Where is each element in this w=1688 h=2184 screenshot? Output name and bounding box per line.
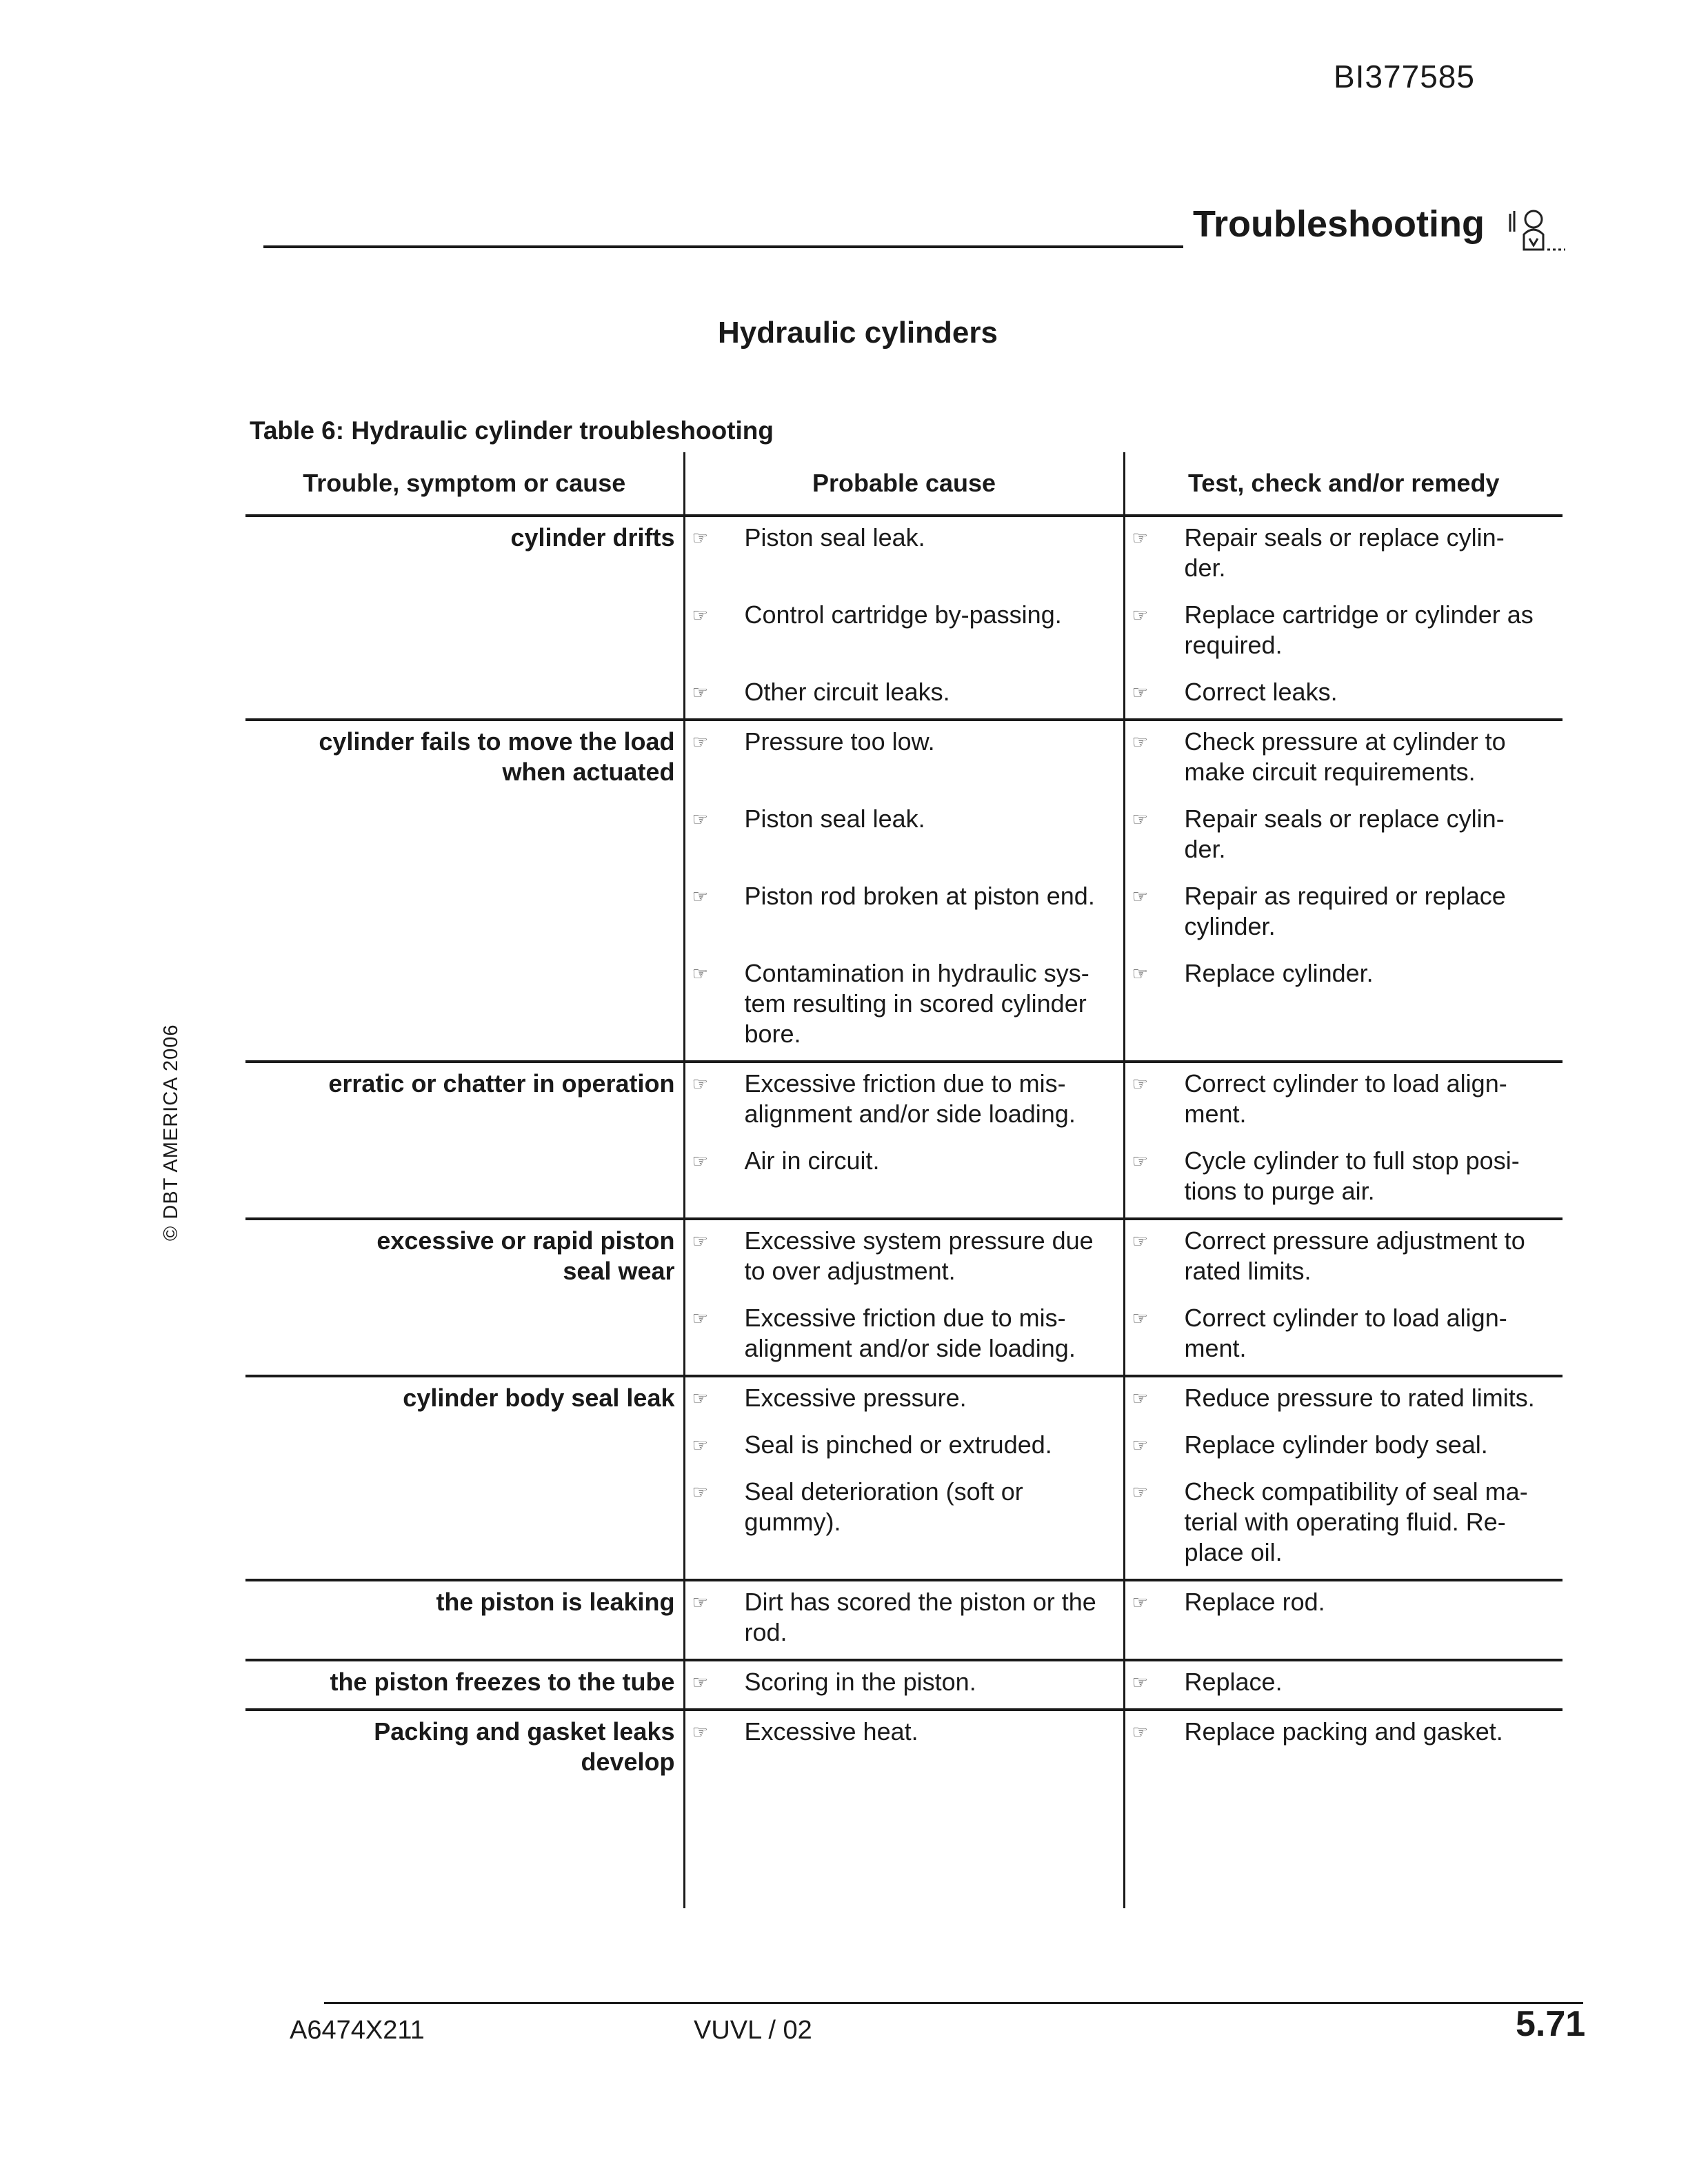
cause-cell — [684, 1424, 1124, 1471]
table-row — [245, 671, 1563, 720]
symptom-cell: cylinder fails to move the load when actuated — [245, 720, 684, 798]
remedy-item-text: Correct pressure adjustment to rated limits. — [1184, 1226, 1525, 1285]
pointing-hand-icon: ☞ — [1132, 682, 1148, 702]
symptom-cell: erratic or chatter in operation — [245, 1062, 684, 1140]
pointing-hand-icon: ☞ — [1132, 1073, 1148, 1094]
remedy-item-text: Replace cylinder. — [1184, 959, 1374, 987]
cause-item — [685, 804, 1123, 834]
symptom-cell — [245, 1424, 684, 1471]
remedy-cell — [1124, 798, 1563, 876]
footer-rule — [324, 2002, 1583, 2004]
pointing-hand-icon: ☞ — [692, 1231, 708, 1251]
cause-item — [685, 1717, 1123, 1747]
remedy-cell — [1124, 1140, 1563, 1219]
cause-cell — [684, 876, 1124, 953]
cause-item-text: Piston seal leak. — [744, 805, 925, 833]
remedy-item-text: Check pressure at cylinder to make circuit requirements. — [1184, 727, 1506, 786]
cause-item-text: Excessive system pressure due to over adjustment. — [744, 1226, 1094, 1285]
cause-cell — [684, 798, 1124, 876]
cause-cell — [684, 1471, 1124, 1580]
pointing-hand-icon: ☞ — [692, 682, 708, 702]
pointing-hand-icon: ☞ — [1132, 886, 1148, 907]
cause-item — [685, 1477, 1123, 1537]
symptom-cell: Packing and gasket leaks develop — [245, 1710, 684, 1788]
footer-version: VUVL / 02 — [694, 2016, 812, 2045]
cause-item — [685, 1069, 1123, 1129]
cause-item-text: Seal is pinched or extruded. — [744, 1430, 1052, 1459]
symptom-cell: the piston freezes to the tube — [245, 1660, 684, 1710]
cause-cell — [684, 1140, 1124, 1219]
pointing-hand-icon: ☞ — [1132, 1388, 1148, 1408]
empty-cell — [245, 1788, 684, 1908]
cause-item — [685, 1667, 1123, 1697]
cause-cell — [684, 953, 1124, 1062]
table-row — [245, 516, 1563, 594]
pointing-hand-icon: ☞ — [1132, 809, 1148, 829]
cause-item — [685, 881, 1123, 911]
pointing-hand-icon: ☞ — [692, 605, 708, 625]
symptom-cell: excessive or rapid piston seal wear — [245, 1219, 684, 1297]
cause-item-text: Other circuit leaks. — [744, 678, 950, 706]
cause-item — [685, 1430, 1123, 1460]
table-row — [245, 876, 1563, 953]
footer-document-code: A6474X211 — [290, 2016, 425, 2045]
remedy-cell — [1124, 671, 1563, 720]
cause-item-text: Air in circuit. — [744, 1146, 880, 1175]
table-row — [245, 1660, 1563, 1710]
remedy-cell — [1124, 1580, 1563, 1660]
pointing-hand-icon: ☞ — [1132, 1592, 1148, 1612]
pointing-hand-icon: ☞ — [1132, 963, 1148, 984]
header-rule — [263, 245, 1183, 248]
remedy-item — [1125, 1383, 1563, 1413]
cause-item-text: Dirt has scored the piston or the rod. — [744, 1588, 1096, 1646]
table-row — [245, 1297, 1563, 1376]
table-row — [245, 1471, 1563, 1580]
pointing-hand-icon: ☞ — [692, 1672, 708, 1692]
cause-item-text: Excessive friction due to mis- alignment and/or side loading. — [744, 1069, 1076, 1128]
remedy-item — [1125, 881, 1563, 942]
symptom-cell — [245, 876, 684, 953]
cause-item-text: Piston rod broken at piston end. — [744, 882, 1095, 910]
remedy-cell — [1124, 594, 1563, 671]
cause-item — [685, 1226, 1123, 1286]
pointing-hand-icon: ☞ — [1132, 1435, 1148, 1455]
remedy-cell — [1124, 1471, 1563, 1580]
pointing-hand-icon: ☞ — [1132, 1672, 1148, 1692]
cause-item-text: Excessive heat. — [744, 1717, 918, 1746]
pointing-hand-icon: ☞ — [1132, 605, 1148, 625]
pointing-hand-icon: ☞ — [692, 1435, 708, 1455]
remedy-cell — [1124, 1660, 1563, 1710]
remedy-item — [1125, 1667, 1563, 1697]
remedy-item — [1125, 1477, 1563, 1568]
cause-cell — [684, 1376, 1124, 1424]
empty-cell — [684, 1788, 1124, 1908]
cause-cell — [684, 1297, 1124, 1376]
remedy-item-text: Repair seals or replace cylin- der. — [1184, 523, 1505, 582]
symptom-cell: the piston is leaking — [245, 1580, 684, 1660]
pointing-hand-icon: ☞ — [1132, 1721, 1148, 1742]
remedy-item — [1125, 1226, 1563, 1286]
cause-cell — [684, 594, 1124, 671]
remedy-item-text: Reduce pressure to rated limits. — [1184, 1384, 1535, 1412]
remedy-item-text: Cycle cylinder to full stop posi- tions to purge air. — [1184, 1146, 1520, 1205]
copyright-notice: © DBT AMERICA 2006 — [160, 1024, 182, 1241]
remedy-item-text: Correct cylinder to load align- ment. — [1184, 1069, 1507, 1128]
remedy-cell — [1124, 876, 1563, 953]
pointing-hand-icon: ☞ — [1132, 1482, 1148, 1502]
symptom-cell — [245, 798, 684, 876]
cause-cell — [684, 516, 1124, 594]
remedy-item-text: Check compatibility of seal ma- terial with operating fluid. Re- place oil. — [1184, 1477, 1528, 1566]
cause-cell — [684, 1062, 1124, 1140]
cause-item — [685, 523, 1123, 553]
table-row — [245, 720, 1563, 798]
remedy-item-text: Correct leaks. — [1184, 678, 1338, 706]
pointing-hand-icon: ☞ — [1132, 1151, 1148, 1171]
remedy-item-text: Repair as required or replace cylinder. — [1184, 882, 1506, 940]
cause-item-text: Pressure too low. — [744, 727, 935, 756]
column-header-cause: Probable cause — [684, 452, 1124, 516]
table-row — [245, 1376, 1563, 1424]
table-row — [245, 594, 1563, 671]
remedy-item — [1125, 600, 1563, 660]
pointing-hand-icon: ☞ — [692, 809, 708, 829]
remedy-cell — [1124, 1710, 1563, 1788]
pointing-hand-icon: ☞ — [692, 1592, 708, 1612]
remedy-cell — [1124, 1424, 1563, 1471]
remedy-item-text: Replace packing and gasket. — [1184, 1717, 1503, 1746]
table-row — [245, 1424, 1563, 1471]
pointing-hand-icon: ☞ — [692, 1308, 708, 1328]
remedy-item — [1125, 1146, 1563, 1206]
remedy-item — [1125, 958, 1563, 989]
table-row — [245, 1219, 1563, 1297]
table-filler-row — [245, 1788, 1563, 1908]
symptom-cell — [245, 1140, 684, 1219]
symptom-cell — [245, 953, 684, 1062]
remedy-cell — [1124, 953, 1563, 1062]
pointing-hand-icon: ☞ — [692, 1073, 708, 1094]
cause-item — [685, 727, 1123, 757]
empty-cell — [1124, 1788, 1563, 1908]
page-number: 5.71 — [1516, 2004, 1586, 2044]
table-row — [245, 1710, 1563, 1788]
cause-cell — [684, 720, 1124, 798]
cause-item — [685, 1587, 1123, 1648]
pointing-hand-icon: ☞ — [692, 1721, 708, 1742]
cause-item-text: Excessive pressure. — [744, 1384, 967, 1412]
column-header-symptom: Trouble, symptom or cause — [245, 452, 684, 516]
document-id: BI377585 — [1334, 59, 1475, 94]
table-row — [245, 1062, 1563, 1140]
pointing-hand-icon: ☞ — [692, 963, 708, 984]
page-heading: Hydraulic cylinders — [718, 316, 998, 350]
cause-item — [685, 600, 1123, 630]
cause-item-text: Contamination in hydraulic sys- tem resulting in scored cylinder bore. — [744, 959, 1089, 1048]
symptom-cell: cylinder body seal leak — [245, 1376, 684, 1424]
remedy-cell — [1124, 1376, 1563, 1424]
pointing-hand-icon: ☞ — [692, 886, 708, 907]
technician-icon — [1503, 204, 1567, 256]
remedy-cell — [1124, 1297, 1563, 1376]
table-row — [245, 1140, 1563, 1219]
cause-item — [685, 1383, 1123, 1413]
table-row — [245, 953, 1563, 1062]
table-header-row — [245, 452, 1563, 516]
pointing-hand-icon: ☞ — [692, 527, 708, 548]
remedy-item — [1125, 1303, 1563, 1364]
remedy-cell — [1124, 1219, 1563, 1297]
remedy-item — [1125, 1587, 1563, 1617]
remedy-item — [1125, 1069, 1563, 1129]
pointing-hand-icon: ☞ — [1132, 527, 1148, 548]
cause-item — [685, 1146, 1123, 1176]
table-body — [245, 516, 1563, 1908]
remedy-cell — [1124, 516, 1563, 594]
symptom-cell — [245, 1471, 684, 1580]
remedy-item — [1125, 523, 1563, 583]
troubleshooting-table — [245, 452, 1563, 1908]
remedy-item-text: Replace cartridge or cylinder as required. — [1184, 600, 1534, 659]
cause-item-text: Scoring in the piston. — [744, 1668, 976, 1696]
table-row — [245, 798, 1563, 876]
cause-cell — [684, 1580, 1124, 1660]
remedy-item — [1125, 804, 1563, 865]
symptom-cell: cylinder drifts — [245, 516, 684, 594]
cause-item-text: Control cartridge by-passing. — [744, 600, 1062, 629]
cause-cell — [684, 1660, 1124, 1710]
pointing-hand-icon: ☞ — [692, 1388, 708, 1408]
pointing-hand-icon: ☞ — [1132, 731, 1148, 752]
symptom-cell — [245, 671, 684, 720]
cause-item — [685, 1303, 1123, 1364]
remedy-item-text: Replace. — [1184, 1668, 1283, 1696]
symptom-cell — [245, 594, 684, 671]
symptom-cell — [245, 1297, 684, 1376]
section-title: Troubleshooting — [1193, 203, 1485, 245]
remedy-item-text: Replace cylinder body seal. — [1184, 1430, 1488, 1459]
cause-cell — [684, 1710, 1124, 1788]
remedy-item — [1125, 727, 1563, 787]
remedy-item — [1125, 677, 1563, 707]
cause-item — [685, 677, 1123, 707]
remedy-cell — [1124, 720, 1563, 798]
remedy-item-text: Replace rod. — [1184, 1588, 1325, 1616]
remedy-item — [1125, 1717, 1563, 1747]
pointing-hand-icon: ☞ — [1132, 1231, 1148, 1251]
remedy-item-text: Repair seals or replace cylin- der. — [1184, 805, 1505, 863]
cause-item-text: Seal deterioration (soft or gummy). — [744, 1477, 1023, 1536]
cause-item-text: Piston seal leak. — [744, 523, 925, 552]
cause-item-text: Excessive friction due to mis- alignment and/or side loading. — [744, 1304, 1076, 1362]
remedy-item — [1125, 1430, 1563, 1460]
remedy-cell — [1124, 1062, 1563, 1140]
column-header-remedy: Test, check and/or remedy — [1124, 452, 1563, 516]
pointing-hand-icon: ☞ — [692, 731, 708, 752]
cause-cell — [684, 671, 1124, 720]
pointing-hand-icon: ☞ — [692, 1151, 708, 1171]
pointing-hand-icon: ☞ — [1132, 1308, 1148, 1328]
cause-cell — [684, 1219, 1124, 1297]
remedy-item-text: Correct cylinder to load align- ment. — [1184, 1304, 1507, 1362]
pointing-hand-icon: ☞ — [692, 1482, 708, 1502]
table-caption: Table 6: Hydraulic cylinder troubleshooting — [250, 416, 774, 445]
cause-item — [685, 958, 1123, 1049]
table-row — [245, 1580, 1563, 1660]
